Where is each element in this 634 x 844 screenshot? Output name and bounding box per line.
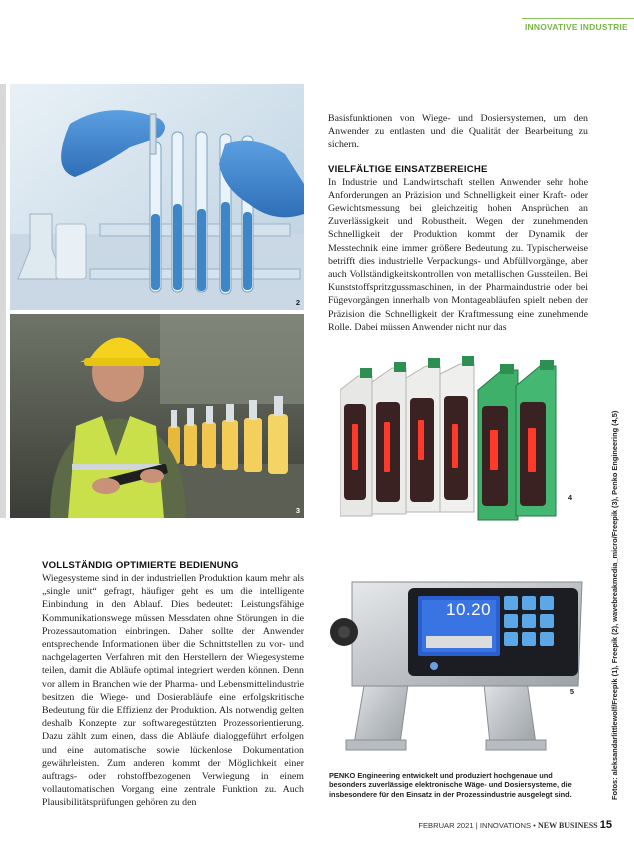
- page-footer: [418, 819, 612, 831]
- photo-credit: Fotos: aleksandarlittlewolf/Freepik (1), Freepik (2), wavebreakmedia_micro/Freepik (3), Penko Engineering (4,5): [610, 410, 619, 800]
- figure-number-4: 4: [567, 493, 572, 502]
- left-edge-bar: [0, 84, 6, 518]
- right-column-text: [328, 112, 588, 334]
- footer-separator: |: [475, 821, 478, 830]
- photo-worker-bottling: [10, 314, 304, 518]
- section-tag: INNOVATIVE INDUSTRIE: [522, 18, 634, 34]
- paragraph-einsatzbereiche: In Industrie und Landwirtschaft stellen Anwender sehr hohe Anforderungen an Präzision und Schnelligkeit einer Kraft- oder Gewichtsmessung bei gleichzeitig hohen Ansprüchen an Zuverlässigkeit und Robustheit. Wegen der zunehmenden Schnelligkeit der Produktion kommt der Dynamik der Messtechnik eine immer größere Bedeutung zu. Typischerweise betrifft dies industrielle Verpackungs- und Abfüllvorgänge, aber auch Vollständigkeitskontrollen von metallischen Gussteilen. Bei Kunststoffspritzgussmaschinen, in der Pharmaindustrie oder bei Fügevorgängen innerhalb von Montageabläufen spielt neben der Präzision die Schnelligkeit der Kraftmessung eine zunehmende Rolle. Dabei müssen Anwender nicht nur das: [328, 176, 588, 333]
- figure-number-2: 2: [295, 298, 300, 307]
- footer-month: FEBRUAR 2021: [418, 821, 474, 830]
- photo-weighing-indicators: [340, 350, 578, 528]
- left-column-text: [42, 560, 304, 810]
- photo-weighing-terminal: [326, 564, 588, 764]
- heading-bedienung: VOLLSTÄNDIG OPTIMIERTE BEDIENUNG: [42, 560, 239, 571]
- figure-number-3: 3: [295, 506, 300, 515]
- figure-number-5: 5: [569, 687, 574, 696]
- paragraph-bedienung: Wiegesysteme sind in der industriellen Produktion kaum mehr als „single unit“ gefragt, häufiger geht es um die intelligente Einbindung in den Ablauf. Dies bedeutet: Leistungsfähige Kommunikationswege müssen Messdaten ohne Störungen in die Prozessautomation einbringen. Daher sollte der Anwender entsprechende Informationen über die Schnittstellen zu vor- und nachgelagerten Verfahren mit den Herstellern der Wiegesysteme teilen, damit die Abläufe optimal integriert werden können. Denn vor allem in Branchen wie der Pharma- und Lebensmittelindustrie besitzen die Wiege- und Dosierabläufe eine erfolgskritische Bedeutung für die Effizienz der Produktion. Als notwendig gelten deshalb Konzepte zur softwaregestützten Prozessorientierung. Dazu zählt zum einen, dass die Abläufe dialoggeführt erfolgen und eine automatische sowie lückenlose Dokumentation gewährleisten. Zum anderen kommt der Möglichkeit einer auftrags- oder rohstoffbezogenen Verwiegung in einem vollautomatischen Vorgang eine zentrale Funktion zu. Auch Plausibilitätsprüfungen gehören zu den: [42, 573, 304, 809]
- intro-paragraph: Basisfunktionen von Wiege- und Dosiersystemen, um den Anwender zu entlasten und die Qualität der Bearbeitung zu sichern.: [328, 113, 588, 151]
- heading-einsatzbereiche: VIELFÄLTIGE EINSATZBEREICHE: [328, 163, 488, 175]
- image-caption: PENKO Engineering entwickelt und produziert hochgenaue und besonders zuverlässige elektronische Wäge- und Dosiersysteme, die insbesondere für den Einsatz in der Prozessindustrie ausgelegt sind.: [329, 771, 572, 799]
- terminal-display-value: 10.20: [446, 600, 492, 619]
- page-number: 15: [599, 819, 612, 831]
- footer-bullet: •: [533, 821, 536, 830]
- footer-brand: NEW BUSINESS: [537, 821, 598, 830]
- photo-lab-test-tubes: [10, 84, 304, 310]
- footer-publication: INNOVATIONS: [479, 821, 532, 830]
